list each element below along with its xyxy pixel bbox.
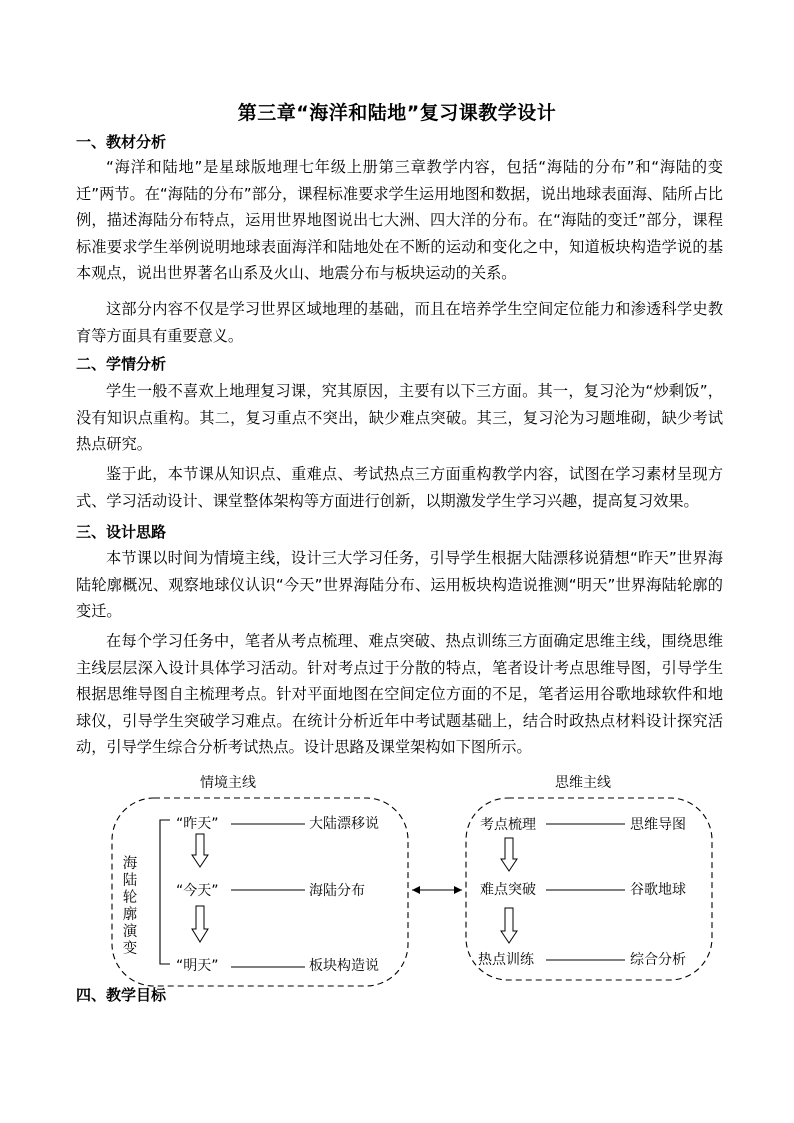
section-heading-2: 二、学情分析 xyxy=(76,355,167,373)
vertical-label: 海 陆 轮 廓 演 变 xyxy=(122,856,138,957)
left-bracket xyxy=(160,820,170,964)
paragraph-3-1: 本节课以时间为情境主线，设计三大学习任务，引导学生根据大陆漂移说猜想“昨天”世界海陆轮廓概况、观察地球仪认识“今天”世界海陆分布、运用板块构造说推测“明天”世界海陆轮廓的变迁。 xyxy=(76,549,723,620)
item-label-mind-map: 思维导图 xyxy=(630,817,686,833)
step-label-hotspot: 热点训练 xyxy=(478,952,534,968)
step-label-review: 考点梳理 xyxy=(480,817,536,833)
step-label-difficulty: 难点突破 xyxy=(480,882,536,898)
paragraph-1-2: 这部分内容不仅是学习世界区域地理的基础，而且在培养学生空间定位能力和渗透科学史教育等方面具有重要意义。 xyxy=(76,300,723,345)
item-label-plate-tectonics: 板块构造说 xyxy=(309,958,379,974)
page-title: 第三章“海洋和陆地”复习课教学设计 xyxy=(237,102,557,124)
section-heading-4: 四、教学目标 xyxy=(76,986,167,1004)
time-label-today: “今天” xyxy=(176,883,219,899)
right-title: 思维主线 xyxy=(555,775,611,791)
paragraph-2-2: 鉴于此，本节课从知识点、重难点、考试热点三方面重构教学内容，试图在学习素材呈现方式、学习活动设计、课堂整体架构等方面进行创新，以期激发学生学习兴趣，提高复习效果。 xyxy=(76,465,723,510)
section-heading-1: 一、教材分析 xyxy=(76,133,167,151)
down-arrow-icon xyxy=(192,834,208,867)
item-label-land-sea: 海陆分布 xyxy=(309,883,365,899)
design-structure-diagram xyxy=(100,768,720,996)
down-arrow-icon xyxy=(501,838,517,871)
item-label-analysis: 综合分析 xyxy=(630,952,686,968)
left-title: 情境主线 xyxy=(200,775,256,791)
time-label-tomorrow: “明天” xyxy=(176,958,219,974)
paragraph-1-1: “海洋和陆地”是星球版地理七年级上册第三章教学内容，包括“海陆的分布”和“海陆的变迁”两节。在“海陆的分布”部分，课程标准要求学生运用地图和数据，说出地球表面海、陆所占比例，描述海陆分布特点，运用世界地图说出七大洲、四大洋的分布。在“海陆的变迁”部分，课程标准要求学生举例说明地球表面海洋和陆地处在不断的运动和变化之中，知道板块构造学说的基本观点，说出世界著名山系及火山、地震分布与板块运动的关系。 xyxy=(76,158,723,282)
item-label-continental-drift: 大陆漂移说 xyxy=(309,816,379,832)
item-label-google-earth: 谷歌地球 xyxy=(630,882,686,898)
paragraph-3-2: 在每个学习任务中，笔者从考点梳理、难点突破、热点训练三方面确定思维主线，围绕思维主线层层深入设计具体学习活动。针对考点过于分散的特点，笔者设计考点思维导图，引导学生根据思维导图自主梳理考点。针对平面地图在空间定位方面的不足，笔者运用谷歌地球软件和地球仪，引导学生突破学习难点。在统计分析近年中考试题基础上，结合时政热点材料设计探究活动，引导学生综合分析考试热点。设计思路及课堂架构如下图所示。 xyxy=(76,632,723,756)
time-label-yesterday: “昨天” xyxy=(176,816,219,832)
arrow-head-right-icon xyxy=(454,886,462,894)
down-arrow-icon xyxy=(192,906,208,942)
down-arrow-icon xyxy=(501,908,517,943)
section-heading-3: 三、设计思路 xyxy=(76,523,167,541)
arrow-head-left-icon xyxy=(412,886,420,894)
paragraph-2-1: 学生一般不喜欢上地理复习课，究其原因，主要有以下三方面。其一，复习沦为“炒剩饭”，没有知识点重构。其二，复习重点不突出，缺少难点突破。其三，复习沦为习题堆砌，缺少考试热点研究。 xyxy=(76,382,723,453)
